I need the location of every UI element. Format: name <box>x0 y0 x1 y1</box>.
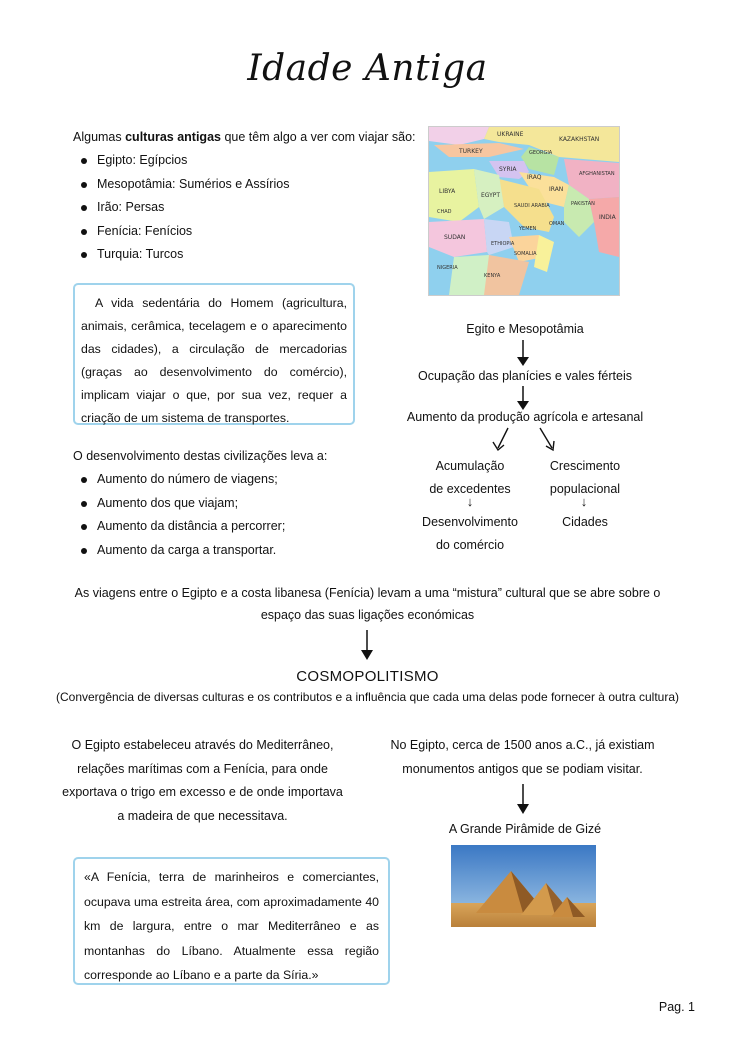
flow-ocupacao: Ocupação das planícies e vales férteis <box>417 369 632 383</box>
cosmopolitismo-subtitle: (Convergência de diversas culturas e os contributos e a influência que cada uma delas pode fornecer à outra cultura) <box>55 690 680 704</box>
map-label: YEMEN <box>519 226 537 232</box>
map-label: SAUDI ARABIA <box>514 203 550 209</box>
map-label: SOMALIA <box>514 251 537 257</box>
page-title: Idade Antiga <box>247 48 488 89</box>
list-item: Irão: Persas <box>73 196 423 220</box>
map-label: KENYA <box>484 273 501 279</box>
intro-heading: Algumas culturas antigas que têm algo a ver com viajar são: <box>73 130 416 144</box>
map-label: EGYPT <box>481 192 501 199</box>
development-section <box>73 445 393 562</box>
arrow-down-icon <box>359 628 375 662</box>
map-label: INDIA <box>599 214 616 221</box>
map-label: UKRAINE <box>497 131 524 138</box>
map-label: LIBYA <box>439 188 456 195</box>
map-label: SYRIA <box>499 166 517 173</box>
map-label: ETHIOPIA <box>491 241 515 247</box>
small-arrow-down-icon: ↓ <box>580 494 588 509</box>
list-item: Egipto: Egípcios <box>73 149 423 173</box>
list-item: Aumento da distância a percorrer; <box>73 515 393 539</box>
fenicia-quote-box: «A Fenícia, terra de marinheiros e comerciantes, ocupava uma estreita área, com aproximadamente 40 km de largura, entre o mar Mediterrâneo e as montanhas do Líbano. Atualmente essa região corresponde ao Líbano e a parte da Síria.» <box>73 857 390 985</box>
monumentos-text: No Egipto, cerca de 1500 anos a.C., já existiam monumentos antigos que se podiam visitar. <box>390 738 655 776</box>
flow-egito: Egito e Mesopotâmia <box>466 322 584 336</box>
cultures-list <box>73 149 423 267</box>
flow-aumento: Aumento da produção agrícola e artesanal <box>406 410 644 424</box>
map-label: OMAN <box>549 221 565 227</box>
small-arrow-down-icon: ↓ <box>466 494 474 509</box>
intro-section <box>73 126 423 267</box>
list-item: Aumento do número de viagens; <box>73 468 393 492</box>
cosmopolitismo-heading: COSMOPOLITISMO <box>296 668 439 685</box>
egito-mediterraneo-text: O Egipto estabeleceu através do Mediterrâneo, relações marítimas com a Fenícia, para onde exportava o trigo em excesso e de onde importava a madeira de que necessitava. <box>62 738 343 823</box>
flow-acumulacao: Acumulação de excedentes <box>429 459 511 496</box>
sedentary-box: A vida sedentária do Homem (agricultura, animais, cerâmica, tecelagem e o aparecimento das cidades), a circulação de mercadorias (graças ao desenvolvimento do comércio), implicam viajar o que, por sua vez, requer a criação de um sistema de transportes. <box>73 283 355 425</box>
map-label: KAZAKHSTAN <box>559 136 600 143</box>
list-item: Aumento dos que viajam; <box>73 492 393 516</box>
list-item: Mesopotâmia: Sumérios e Assírios <box>73 173 423 197</box>
list-item: Turquia: Turcos <box>73 243 423 267</box>
map-label: GEORGIA <box>529 150 553 156</box>
flow-cidades: Cidades <box>562 515 608 529</box>
development-list <box>73 468 393 562</box>
page-number: Pag. 1 <box>658 1000 695 1014</box>
map-label: CHAD <box>437 209 452 215</box>
flow-crescimento: Crescimento populacional <box>549 459 621 496</box>
branch-arrows-icon <box>488 426 568 456</box>
map-label: PAKISTAN <box>571 201 595 207</box>
list-item: Fenícia: Fenícios <box>73 220 423 244</box>
map-label: IRAQ <box>527 174 542 181</box>
map-label: SUDAN <box>444 234 466 241</box>
pyramids-picture <box>451 845 596 927</box>
arrow-down-icon <box>515 782 531 816</box>
map-label: NIGERIA <box>437 265 458 271</box>
piramide-caption: A Grande Pirâmide de Gizé <box>448 822 602 836</box>
development-heading: O desenvolvimento destas civilizações leva a: <box>73 449 328 463</box>
map-label: AFGHANISTAN <box>579 171 615 177</box>
map-label: IRAN <box>549 186 564 193</box>
map-label: TURKEY <box>459 148 483 155</box>
list-item: Aumento da carga a transportar. <box>73 539 393 563</box>
arrow-down-icon <box>515 338 531 368</box>
map-image <box>429 127 619 295</box>
flow-desenvolvimento: Desenvolvimento do comércio <box>422 515 518 552</box>
arrow-down-icon <box>515 384 531 412</box>
viagens-text: As viagens entre o Egipto e a costa libanesa (Fenícia) levam a uma “mistura” cultural que se abre sobre o espaço das suas ligações económicas <box>74 586 661 622</box>
pyramids-image <box>451 845 596 927</box>
middle-east-map <box>428 126 620 296</box>
